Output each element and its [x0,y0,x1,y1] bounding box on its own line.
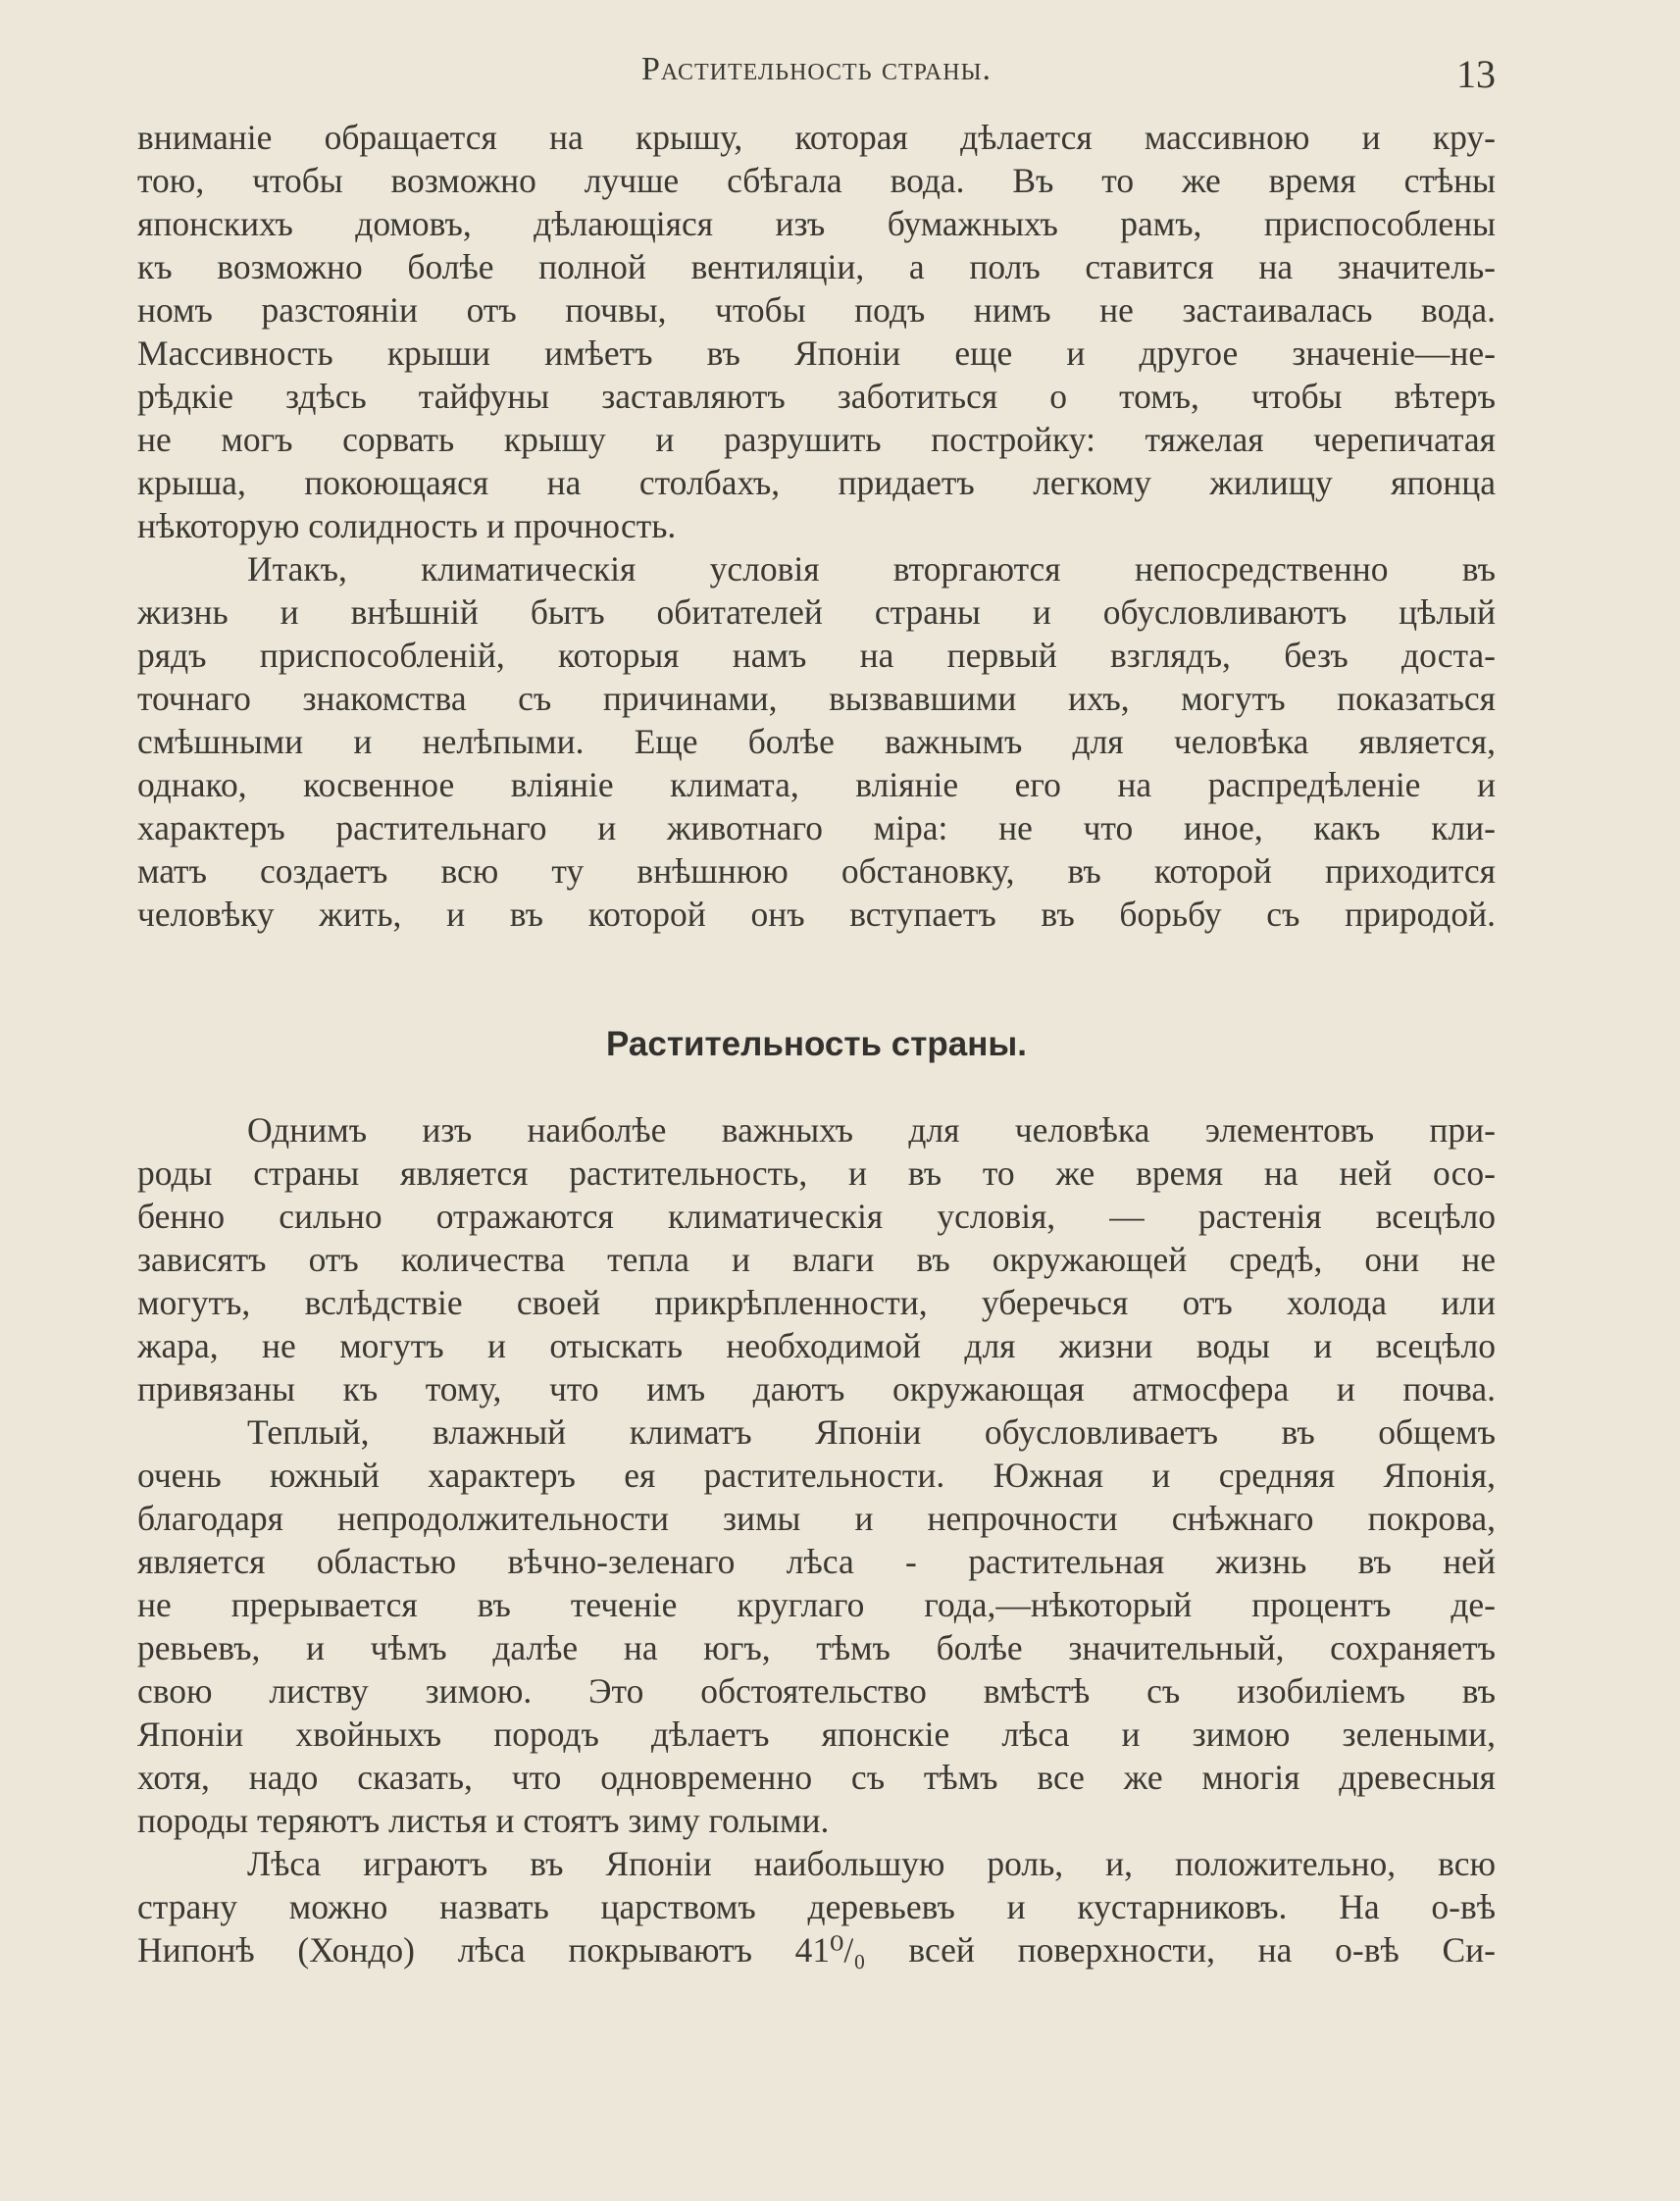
text-line: Японіи хвойныхъ породъ дѣлаетъ японскіе лѣса и зимою зелеными, [137,1715,1496,1754]
text-line: привязаны къ тому, что имъ даютъ окружающая атмосфера и почва. [137,1369,1496,1408]
text-line: матъ создаетъ всю ту внѣшнюю обстановку, въ которой приходится [137,851,1496,891]
text-line: тою, чтобы возможно лучше сбѣгала вода. Въ то же время стѣны [137,161,1496,200]
text-line: нѣкоторую солидность и прочность. [137,506,677,545]
text-line: японскихъ домовъ, дѣлающіяся изъ бумажныхъ рамъ, приспособлены [137,204,1496,243]
text-line: не прерывается въ теченіе круглаго года,—нѣкоторый процентъ де- [137,1585,1496,1624]
text-line: страну можно назвать царствомъ деревьевъ и кустарниковъ. На о-вѣ [137,1887,1496,1926]
text-line: роды страны является растительность, и въ то же время на ней осо- [137,1153,1496,1193]
text-line: Массивность крыши имѣетъ въ Японіи еще и другое значеніе—не- [137,333,1496,373]
text-line: является областью вѣчно-зеленаго лѣса - растительная жизнь въ ней [137,1542,1496,1581]
text-line: Нипонѣ (Хондо) лѣса покрываютъ 41⁰/₀ всей поверхности, на о-вѣ Си- [137,1930,1496,1970]
text-line: къ возможно болѣе полной вентиляціи, а полъ ставится на значитель- [137,247,1496,286]
text-line: могутъ, вслѣдствіе своей прикрѣпленности, уберечься отъ холода или [137,1283,1496,1322]
running-head [137,51,1496,98]
text-line: точнаго знакомства съ причинами, вызвавшими ихъ, могутъ показаться [137,679,1496,718]
text-line: бенно сильно отражаются климатическія условія, — растенія всецѣло [137,1197,1496,1236]
text-line: свою листву зимою. Это обстоятельство вмѣстѣ съ изобиліемъ въ [137,1671,1496,1711]
paragraph-block-1 [137,116,1496,936]
text-line: жизнь и внѣшній бытъ обитателей страны и обусловливаютъ цѣлый [137,592,1496,632]
text-line: человѣку жить, и въ которой онъ вступаетъ въ борьбу съ природой. [137,895,1496,934]
text-line: рѣдкіе здѣсь тайфуны заставляютъ заботиться о томъ, чтобы вѣтеръ [137,377,1496,416]
section-heading: Растительность страны. [606,1025,1027,1063]
text-line: Итакъ, климатическія условія вторгаются непосредственно въ [247,549,1496,589]
text-line: не могъ сорвать крышу и разрушить постройку: тяжелая черепичатая [137,420,1496,459]
page-number: 13 [1456,52,1496,96]
text-line: номъ разстояніи отъ почвы, чтобы подъ нимъ не застаивалась вода. [137,290,1496,330]
text-line: вниманіе обращается на крышу, которая дѣлается массивною и кру- [137,118,1496,157]
text-line: Лѣса играютъ въ Японіи наибольшую роль, и, положительно, всю [247,1844,1496,1883]
paragraph-block-2 [137,1108,1496,1971]
text-line: смѣшными и нелѣпыми. Еще болѣе важнымъ для человѣка является, [137,722,1496,761]
text-line: ревьевъ, и чѣмъ далѣе на югъ, тѣмъ болѣе значительный, сохраняетъ [137,1628,1496,1667]
text-line: однако, косвенное вліяніе климата, вліяніе его на распредѣленіе и [137,765,1496,804]
text-line: Теплый, влажный климатъ Японіи обусловливаетъ въ общемъ [247,1412,1496,1452]
text-line: Однимъ изъ наиболѣе важныхъ для человѣка элементовъ при- [247,1110,1496,1150]
text-line: хотя, надо сказать, что одновременно съ тѣмъ все же многія древесныя [137,1758,1496,1797]
text-line: зависятъ отъ количества тепла и влаги въ окружающей средѣ, они не [137,1240,1496,1279]
text-line: очень южный характеръ ея растительности. Южная и средняя Японія, [137,1456,1496,1495]
text-line: благодаря непродолжительности зимы и непрочности снѣжнаго покрова, [137,1499,1496,1538]
text-line: рядъ приспособленій, которыя намъ на первый взглядъ, безъ доста- [137,636,1496,675]
text-line: характеръ растительнаго и животнаго міра: не что иное, какъ кли- [137,808,1496,847]
text-line: крыша, покоющаяся на столбахъ, придаетъ легкому жилищу японца [137,463,1496,502]
text-line: породы теряютъ листья и стоятъ зиму голыми. [137,1801,830,1840]
text-line: жара, не могутъ и отыскать необходимой для жизни воды и всецѣло [137,1326,1496,1365]
running-head-title: Растительность страны. [640,51,993,87]
